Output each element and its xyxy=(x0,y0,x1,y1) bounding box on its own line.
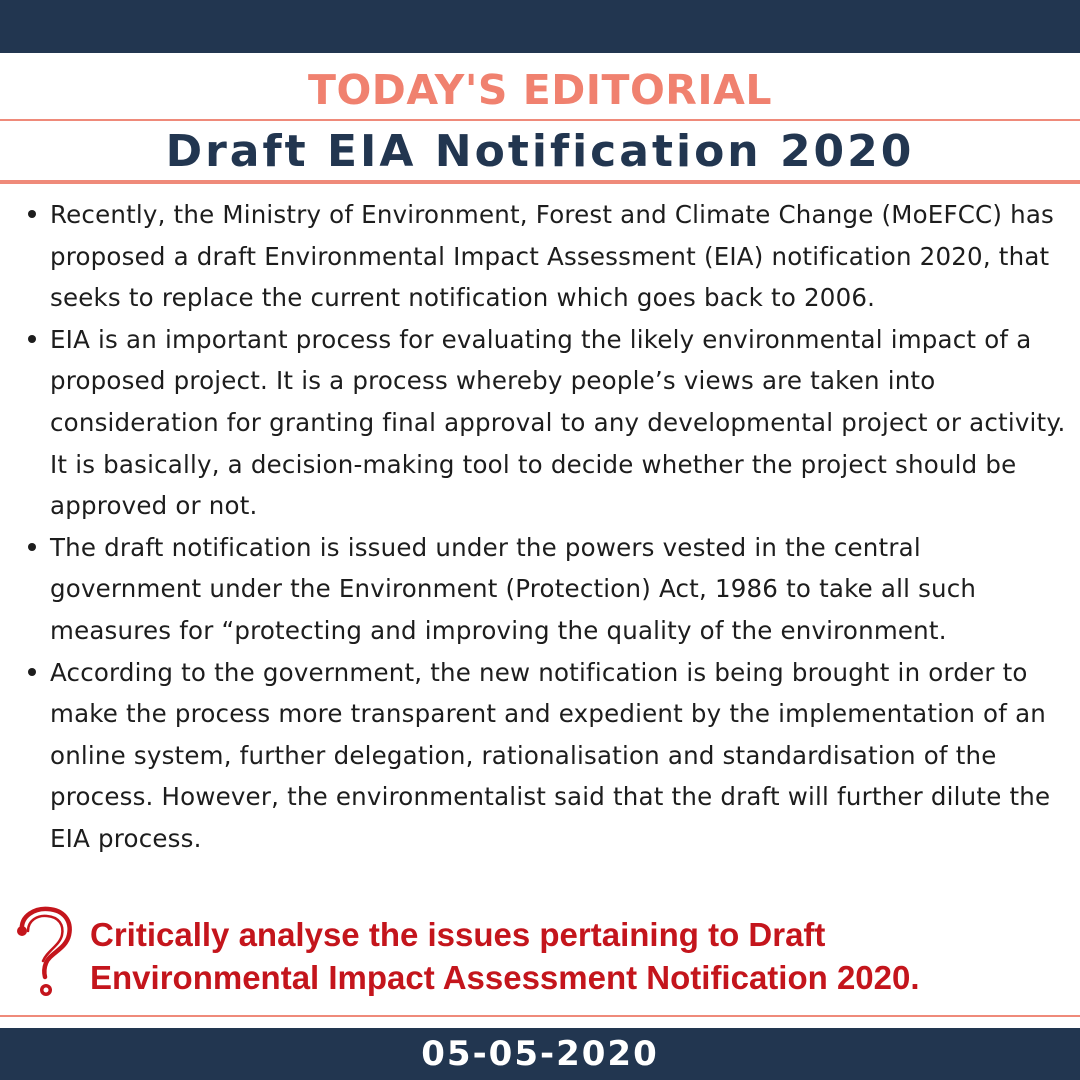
list-item xyxy=(50,319,1072,527)
list-item xyxy=(50,194,1072,319)
section-kicker: TODAY'S EDITORIAL xyxy=(307,66,772,114)
list-item xyxy=(50,527,1072,652)
list-item-text: Recently, the Ministry of Environment, Forest and Climate Change (MoEFCC) has proposed a draft Environmental Impact Assessment (EIA) notification 2020, that seeks to replace the current notification which goes back to 2006. xyxy=(50,200,1055,313)
bullet-list xyxy=(50,194,1072,860)
question-mark-icon xyxy=(14,905,74,1000)
divider-lower xyxy=(0,180,1080,184)
bullet-icon xyxy=(28,543,36,551)
critical-question: Critically analyse the issues pertaining to Draft Environmental Impact Assessment Notification 2020. xyxy=(90,916,920,996)
bullet-icon xyxy=(28,210,36,218)
list-item-text: The draft notification is issued under the powers vested in the central government under the Environment (Protection) Act, 1986 to take all such measures for “protecting and improving the quality of the environment. xyxy=(50,532,977,645)
list-item-text: EIA is an important process for evaluating the likely environmental impact of a proposed project. It is a process whereby people’s views are taken into consideration for granting final approval to any developmental project or activity. It is basically, a decision-making tool to decide whether the project should be approved or not. xyxy=(50,324,1066,521)
footer-divider xyxy=(0,1015,1080,1017)
divider-upper xyxy=(0,119,1080,121)
bullet-icon xyxy=(28,668,36,676)
list-item-text: According to the government, the new notification is being brought in order to make the process more transparent and expedient by the implementation of an online system, further delegation, rationalisation and standardisation of the process. However, the environmentalist said that the draft will further dilute the EIA process. xyxy=(50,657,1051,853)
publish-date: 05-05-2020 xyxy=(421,1034,659,1074)
top-banner xyxy=(0,0,1080,53)
bullet-icon xyxy=(28,335,36,343)
list-item xyxy=(50,652,1072,860)
page-title: Draft EIA Notification 2020 xyxy=(165,126,915,177)
